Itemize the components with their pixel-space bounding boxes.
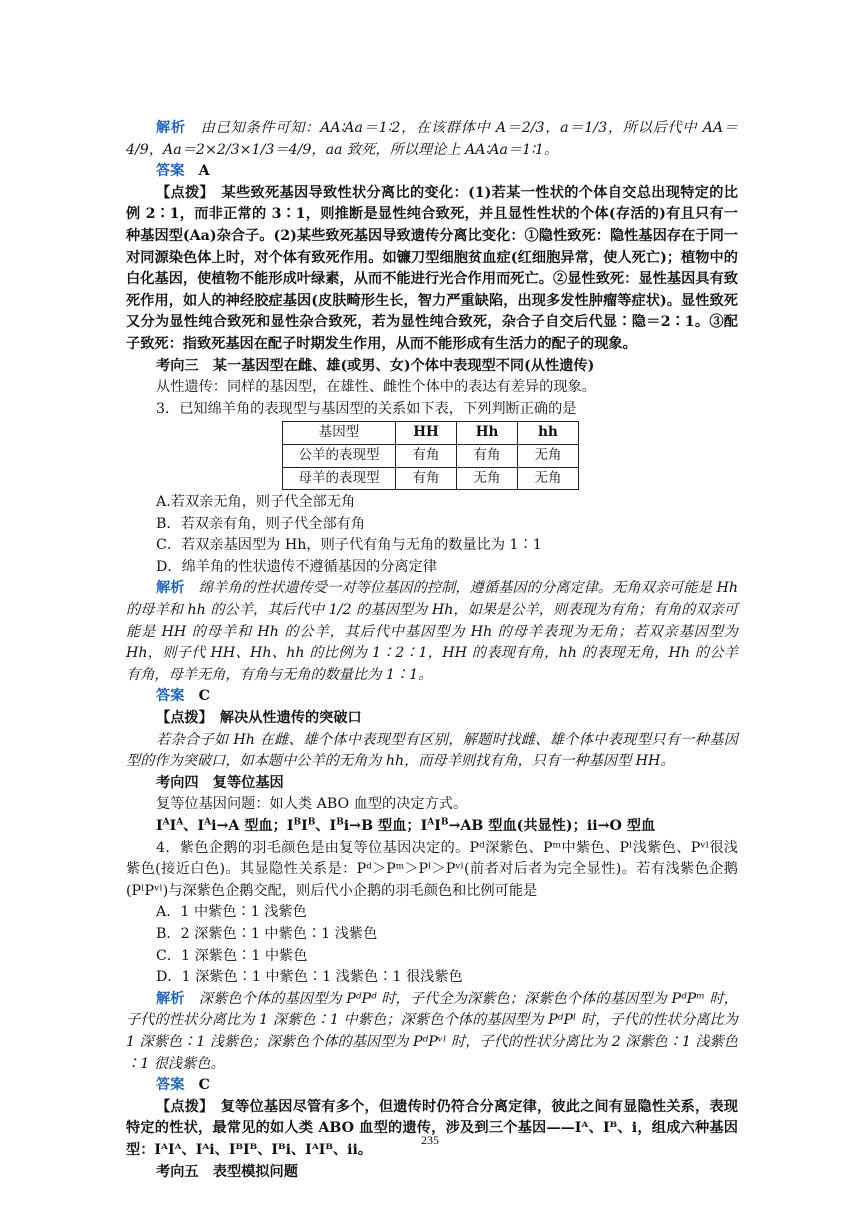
answer-label: 答案 (156, 688, 185, 705)
table-cell: 无角 (518, 467, 579, 490)
analysis-text: 绵羊角的性状遗传受一对等位基因的控制，遵循基因的分离定律。无角双亲可能是 Hh 的母羊和 hh 的公羊，其后代中 1/2 的基因型为 Hh，如果是公羊，则表现为有角；有角的双亲可能是 HH 的母羊和 Hh 的公羊，其后代中基因型为 Hh 的母羊表现为无角；若双亲基因型为 Hh，则子代 HH、Hh、hh 的比例为 1∶2∶1，HH 的表现有角，hh 的表现无角，Hh 的公羊有角，母羊无角，有角与无角的数量比为 1∶1。 (126, 580, 738, 683)
answer-value: C (198, 1077, 210, 1094)
question-3: 3．已知绵羊角的表现型与基因型的关系如下表，下列判断正确的是 (156, 400, 577, 417)
analysis-text: 深紫色个体的基因型为 PᵈPᵈ 时，子代全为深紫色；深紫色个体的基因型为 PᵈPᵐ 时，子代的性状分离比为 1 深紫色∶1 中紫色；深紫色个体的基因型为 PᵈPˡ 时，子代的性状分离比为 1 深紫色∶1 浅紫色；深紫色个体的基因型为 PᵈPᵛˡ 时，子代的性状分离比为 2 深紫色∶1 浅紫色∶1 很浅紫色。 (126, 990, 738, 1072)
table-header-cell: 基因型 (283, 422, 396, 445)
option-b: B．2 深紫色∶1 中紫色∶1 浅紫色 (156, 925, 378, 942)
tip-text: 某些致死基因导致性状分离比的变化：(1)若某一性状的个体自交总出现特定的比例 2∶1，而非正常的 3∶1，则推断是显性纯合致死，并且显性性状的个体(存活的)有且只有一种基因型(Aa)杂合子。(2)某些致死基因导致遗传分离比变化：①隐性致死：隐性基因存在于同一对同源染色体上时，对个体有致死作用。如镰刀型细胞贫血症(红细胞异常，使人死亡)；植物中的白化基因，使植物不能形成叶绿素，从而不能进行光合作用而死亡。②显性致死：显性基因具有致死作用，如人的神经胶症基因(皮肤畸形生长，智力严重缺陷，出现多发性肿瘤等症状)。显性致死又分为显性纯合致死和显性杂合致死，若为显性纯合致死，杂合子自交后代显∶隐＝2∶1。③配子致死：指致死基因在配子时期发生作用，从而不能形成有生活力的配子的现象。 (126, 184, 738, 352)
tip-paragraph-4 (126, 1097, 738, 1162)
section-heading-4: 考向四 复等位基因 (156, 774, 284, 791)
section-heading-5: 考向五 表型模拟问题 (156, 1163, 298, 1180)
analysis-paragraph-1 (126, 118, 738, 161)
table-header-cell: hh (518, 422, 579, 445)
table-cell: 无角 (518, 444, 579, 467)
option-a: A．1 中紫色∶1 浅紫色 (156, 904, 307, 921)
table-cell: 无角 (457, 467, 518, 490)
genotype-table (282, 421, 579, 490)
analysis-label: 解析 (156, 990, 185, 1007)
option-d: D．1 深紫色∶1 中紫色∶1 浅紫色∶1 很浅紫色 (156, 969, 463, 986)
section-heading-3: 考向三 某一基因型在雌、雄(或男、女)个体中表现型不同(从性遗传) (156, 357, 595, 374)
page-number: 235 (421, 1133, 439, 1147)
tip-label: 【点拨】 (156, 710, 206, 727)
table-cell: 公羊的表现型 (283, 444, 396, 467)
table-row (283, 467, 579, 490)
answer-label: 答案 (156, 163, 185, 180)
tip-text: 复等位基因尽管有多个，但遗传时仍符合分离定律，彼此之间有显隐性关系，表现特定的性状，最常见的如人类 ABO 血型的遗传，涉及到三个基因——Iᴬ、Iᴮ、i，组成六种基因型：IᴬIᴬ、Iᴬi、IᴮIᴮ、Iᴮi、IᴬIᴮ、ii。 (126, 1098, 738, 1158)
table-header-cell: Hh (457, 422, 518, 445)
option-a: A.若双亲无角，则子代全部无角 (156, 494, 356, 511)
section-intro-4: 复等位基因问题：如人类 ABO 血型的决定方式。 (156, 796, 468, 813)
answer-line-3 (126, 686, 738, 708)
analysis-text: 由已知条件可知：AA∶Aa＝1∶2，在该群体中 A＝2/3，a＝1/3，所以后代中 AA＝4/9，Aa＝2×2/3×1/3＝4/9，aa 致死，所以理论上 AA∶Aa＝1∶1。 (126, 120, 738, 158)
analysis-paragraph-3 (126, 578, 738, 686)
section-intro-3: 从性遗传：同样的基因型，在雄性、雌性个体中的表达有差异的现象。 (156, 379, 596, 396)
tip-text-3: 若杂合子如 Hh 在雌、雄个体中表现型有区别，解题时找雌、雄个体中表现型只有一种基因型的作为突破口，如本题中公羊的无角为 hh，而母羊则找有角，只有一种基因型 HH。 (126, 731, 738, 770)
table-cell: 有角 (457, 444, 518, 467)
analysis-paragraph-4 (126, 989, 738, 1075)
table-header-row (283, 422, 579, 445)
answer-line-4 (126, 1075, 738, 1097)
tip-label: 【点拨】 (156, 1098, 207, 1115)
tip-heading-3 (126, 708, 738, 730)
option-c: C．1 深紫色∶1 中紫色 (156, 947, 308, 964)
table-row (283, 444, 579, 467)
table-header-cell: HH (396, 422, 457, 445)
answer-label: 答案 (156, 1077, 185, 1094)
answer-value: A (198, 163, 210, 180)
question-4: 4．紫色企鹅的羽毛颜色是由复等位基因决定的。Pᵈ深紫色、Pᵐ中紫色、Pˡ浅紫色、Pᵛˡ很浅紫色(接近白色)。其显隐性关系是：Pᵈ＞Pᵐ＞Pˡ＞Pᵛˡ(前者对后者为完全显性)。若有浅紫色企鹅(PˡPᵛˡ)与深紫色企鹅交配，则后代小企鹅的羽毛颜色和比例可能是 (126, 839, 738, 899)
document-page (126, 118, 738, 1183)
tip-label: 【点拨】 (156, 184, 207, 201)
table-cell: 有角 (396, 467, 457, 490)
option-b: B．若双亲有角，则子代全部有角 (156, 515, 366, 532)
blood-type-line: $I^AI^A$、$I^Ai\to A$ 型血；$I^BI^B$、$I^Bi\to B$ 型血；$I^AI^B\to AB$ 型血(共显性)；ii→O 型血 (156, 817, 656, 834)
table-cell: 母羊的表现型 (283, 467, 396, 490)
answer-line-1 (126, 161, 738, 183)
analysis-label: 解析 (156, 580, 185, 597)
answer-value: C (198, 688, 210, 705)
tip-paragraph-1 (126, 183, 738, 356)
tip-title: 解决从性遗传的突破口 (219, 710, 362, 727)
option-c: C．若双亲基因型为 Hh，则子代有角与无角的数量比为 1∶1 (156, 537, 542, 554)
table-cell: 有角 (396, 444, 457, 467)
analysis-label: 解析 (156, 120, 186, 136)
option-d: D．绵羊角的性状遗传不遵循基因的分离定律 (156, 558, 437, 575)
